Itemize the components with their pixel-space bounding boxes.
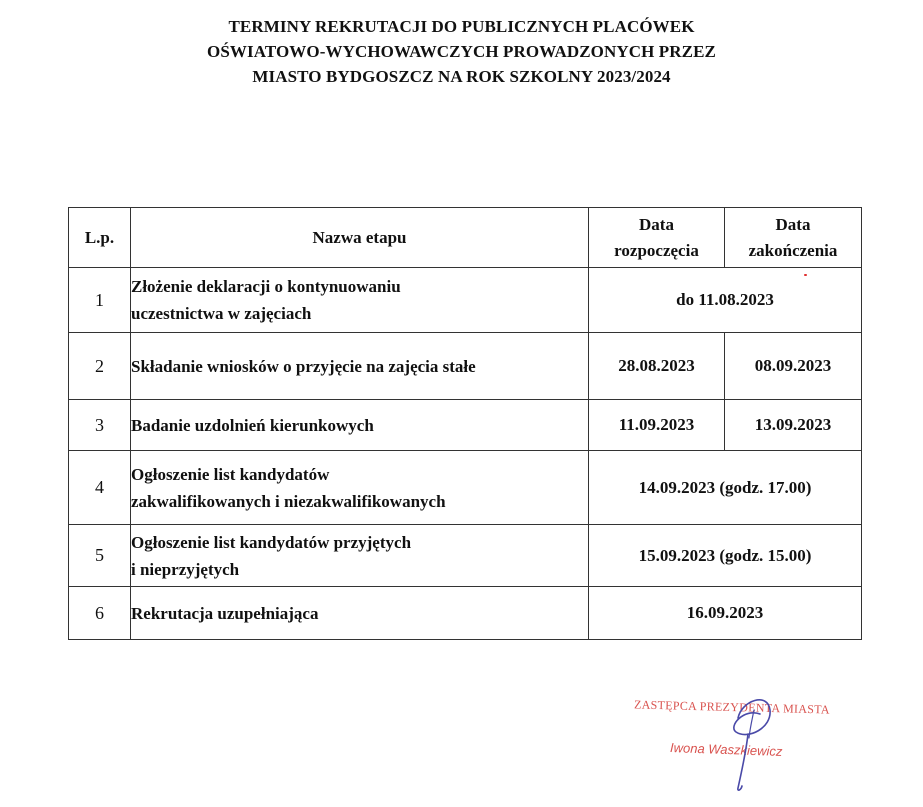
row-start-date: 11.09.2023 bbox=[589, 400, 725, 451]
row-stage bbox=[131, 400, 589, 451]
red-mark bbox=[804, 274, 807, 276]
stamp-name: Iwona Waszkiewicz bbox=[669, 740, 783, 759]
row-date: 15.09.2023 (godz. 15.00) bbox=[589, 525, 862, 587]
row-lp: 4 bbox=[69, 451, 131, 525]
title-line-2: OŚWIATOWO-WYCHOWAWCZYCH PROWADZONYCH PRZEZ bbox=[207, 42, 716, 61]
document-title bbox=[0, 14, 923, 89]
handwritten-signature bbox=[620, 690, 860, 800]
header-end-date bbox=[725, 208, 862, 268]
table-row bbox=[69, 587, 862, 640]
stamp-title: ZASTĘPCA PREZYDENTA MIASTA bbox=[633, 697, 831, 717]
row-stage bbox=[131, 451, 589, 525]
row-stage bbox=[131, 333, 589, 400]
table-row bbox=[69, 333, 862, 400]
row-stage bbox=[131, 587, 589, 640]
stage-line: Ogłoszenie list kandydatów bbox=[131, 464, 330, 484]
header-stage: Nazwa etapu bbox=[131, 208, 589, 268]
header-start-line-2: rozpoczęcia bbox=[614, 240, 699, 260]
row-lp: 5 bbox=[69, 525, 131, 587]
header-start-line-1: Data bbox=[639, 214, 674, 234]
row-date: 16.09.2023 bbox=[589, 587, 862, 640]
header-end-line-2: zakończenia bbox=[748, 240, 838, 260]
row-date: do 11.08.2023 bbox=[589, 268, 862, 333]
row-lp: 2 bbox=[69, 333, 131, 400]
row-stage bbox=[131, 525, 589, 587]
title-line-1: TERMINY REKRUTACJI DO PUBLICZNYCH PLACÓWEK bbox=[228, 17, 695, 36]
stage-line: Złożenie deklaracji o kontynuowaniu bbox=[131, 277, 401, 296]
stage-line: Ogłoszenie list kandydatów przyjętych bbox=[131, 532, 412, 552]
table-row bbox=[69, 451, 862, 525]
header-start-date bbox=[589, 208, 725, 268]
stage-line: Rekrutacja uzupełniająca bbox=[131, 603, 319, 623]
title-line-3: MIASTO BYDGOSZCZ NA ROK SZKOLNY 2023/2024 bbox=[252, 67, 671, 86]
header-lp: L.p. bbox=[69, 208, 131, 268]
row-start-date: 28.08.2023 bbox=[589, 333, 725, 400]
row-date: 14.09.2023 (godz. 17.00) bbox=[589, 451, 862, 525]
row-lp: 6 bbox=[69, 587, 131, 640]
row-end-date: 13.09.2023 bbox=[725, 400, 862, 451]
row-end-date: 08.09.2023 bbox=[725, 333, 862, 400]
row-lp: 1 bbox=[69, 268, 131, 333]
table-row bbox=[69, 400, 862, 451]
stage-line: i nieprzyjętych bbox=[131, 559, 240, 579]
table-row bbox=[69, 268, 862, 333]
official-stamp bbox=[620, 690, 860, 800]
stage-line: zakwalifikowanych i niezakwalifikowanych bbox=[131, 491, 446, 511]
recruitment-schedule-table bbox=[68, 207, 862, 640]
stage-line: Składanie wniosków o przyjęcie na zajęcia stałe bbox=[131, 356, 476, 376]
row-stage bbox=[131, 268, 589, 333]
header-end-line-1: Data bbox=[775, 214, 811, 234]
table-header-row bbox=[69, 208, 862, 268]
table-row bbox=[69, 525, 862, 587]
stage-line: uczestnictwa w zajęciach bbox=[131, 304, 312, 323]
row-lp: 3 bbox=[69, 400, 131, 451]
stage-line: Badanie uzdolnień kierunkowych bbox=[131, 415, 374, 435]
